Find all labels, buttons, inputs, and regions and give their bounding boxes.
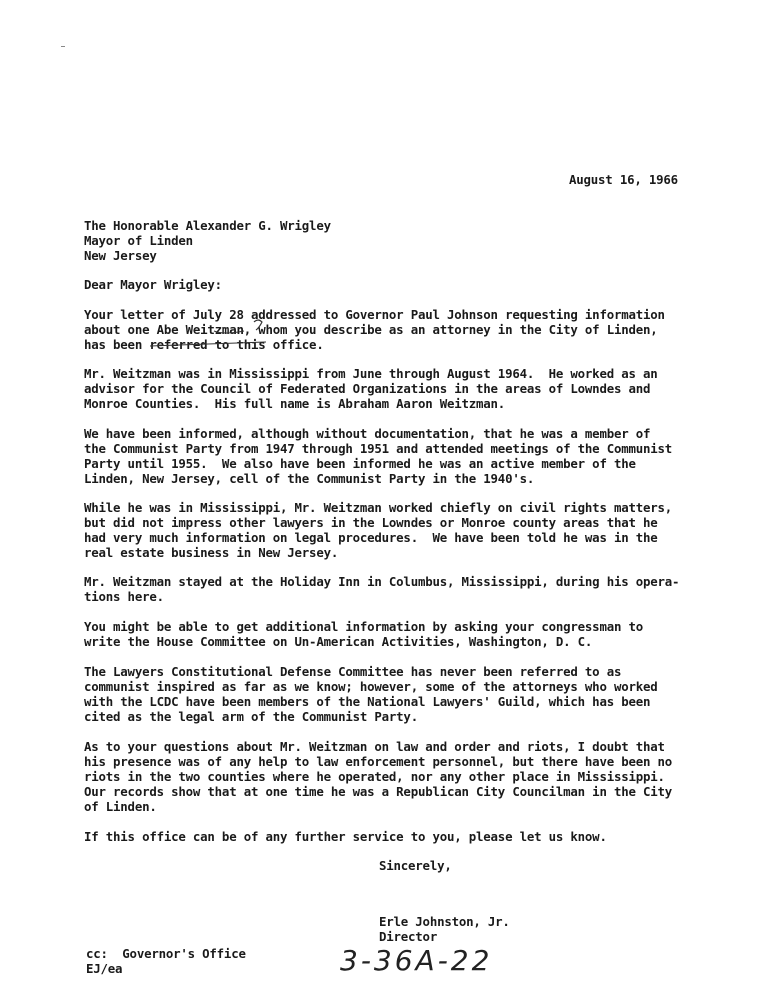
recipient-line-2: Mayor of Linden — [84, 233, 193, 248]
paragraph-8-line-5: of Linden. — [84, 799, 157, 814]
recipient-line-1: The Honorable Alexander G. Wrigley — [84, 218, 331, 233]
paragraph-8-line-2: his presence was of any help to law enforcement personnel, but there have been no — [84, 754, 673, 769]
paragraph-4-line-4: real estate business in New Jersey. — [84, 545, 339, 560]
closing: Sincerely, — [379, 858, 452, 873]
paragraph-3-line-2: the Communist Party from 1947 through 1951 and attended meetings of the Communist — [84, 441, 673, 456]
signer-name: Erle Johnston, Jr. — [379, 914, 510, 929]
paragraph-2-line-2: advisor for the Council of Federated Organizations in the areas of Lowndes and — [84, 381, 651, 396]
signer-title: Director — [379, 929, 438, 944]
paragraph-7-line-4: cited as the legal arm of the Communist Party. — [84, 709, 418, 724]
scan-mark — [61, 46, 65, 47]
paragraph-4-line-1: While he was in Mississippi, Mr. Weitzman worked chiefly on civil rights matters, — [84, 500, 673, 515]
paragraph-4-line-2: but did not impress other lawyers in the Lowndes or Monroe county areas that he — [84, 515, 658, 530]
paragraph-8-line-1: As to your questions about Mr. Weitzman on law and order and riots, I doubt that — [84, 739, 665, 754]
paragraph-1-line-1: Your letter of July 28 addressed to Governor Paul Johnson requesting information — [84, 307, 665, 322]
paragraph-8-line-4: Our records show that at one time he was a Republican City Councilman in the City — [84, 784, 673, 799]
handwritten-file-number: 3-36A-22 — [340, 944, 493, 977]
salutation: Dear Mayor Wrigley: — [84, 277, 222, 292]
paragraph-7-line-1: The Lawyers Constitutional Defense Committee has never been referred to as — [84, 664, 622, 679]
paragraph-6-line-2: write the House Committee on Un-American Activities, Washington, D. C. — [84, 634, 593, 649]
paragraph-2-line-1: Mr. Weitzman was in Mississippi from June through August 1964. He worked as an — [84, 366, 658, 381]
paragraph-3-line-1: We have been informed, although without documentation, that he was a member of — [84, 426, 651, 441]
paragraph-6-line-1: You might be able to get additional information by asking your congressman to — [84, 619, 644, 634]
paragraph-5-line-2: tions here. — [84, 589, 164, 604]
paragraph-7-line-3: with the LCDC have been members of the National Lawyers' Guild, which has been — [84, 694, 651, 709]
handwritten-edit-marks — [150, 318, 300, 348]
paragraph-4-line-3: had very much information on legal procedures. We have been told he was in the — [84, 530, 658, 545]
paragraph-3-line-4: Linden, New Jersey, cell of the Communist Party in the 1940's. — [84, 471, 535, 486]
paragraph-1-line-3: has been referred to this office. — [84, 337, 324, 352]
paragraph-3-line-3: Party until 1955. We also have been informed he was an active member of the — [84, 456, 636, 471]
paragraph-9-line-1: If this office can be of any further service to you, please let us know. — [84, 829, 607, 844]
paragraph-2-line-3: Monroe Counties. His full name is Abraham Aaron Weitzman. — [84, 396, 506, 411]
recipient-line-3: New Jersey — [84, 248, 157, 263]
paragraph-5-line-1: Mr. Weitzman stayed at the Holiday Inn in Columbus, Mississippi, during his opera- — [84, 574, 680, 589]
paragraph-7-line-2: communist inspired as far as we know; however, some of the attorneys who worked — [84, 679, 658, 694]
paragraph-8-line-3: riots in the two counties where he operated, nor any other place in Mississippi. — [84, 769, 665, 784]
paragraph-1-line-2: about one Abe Weitzman, whom you describe as an attorney in the City of Linden, — [84, 322, 658, 337]
letter-date: August 16, 1966 — [569, 172, 678, 187]
initials: EJ/ea — [86, 961, 123, 976]
cc-line: cc: Governor's Office — [86, 946, 246, 961]
